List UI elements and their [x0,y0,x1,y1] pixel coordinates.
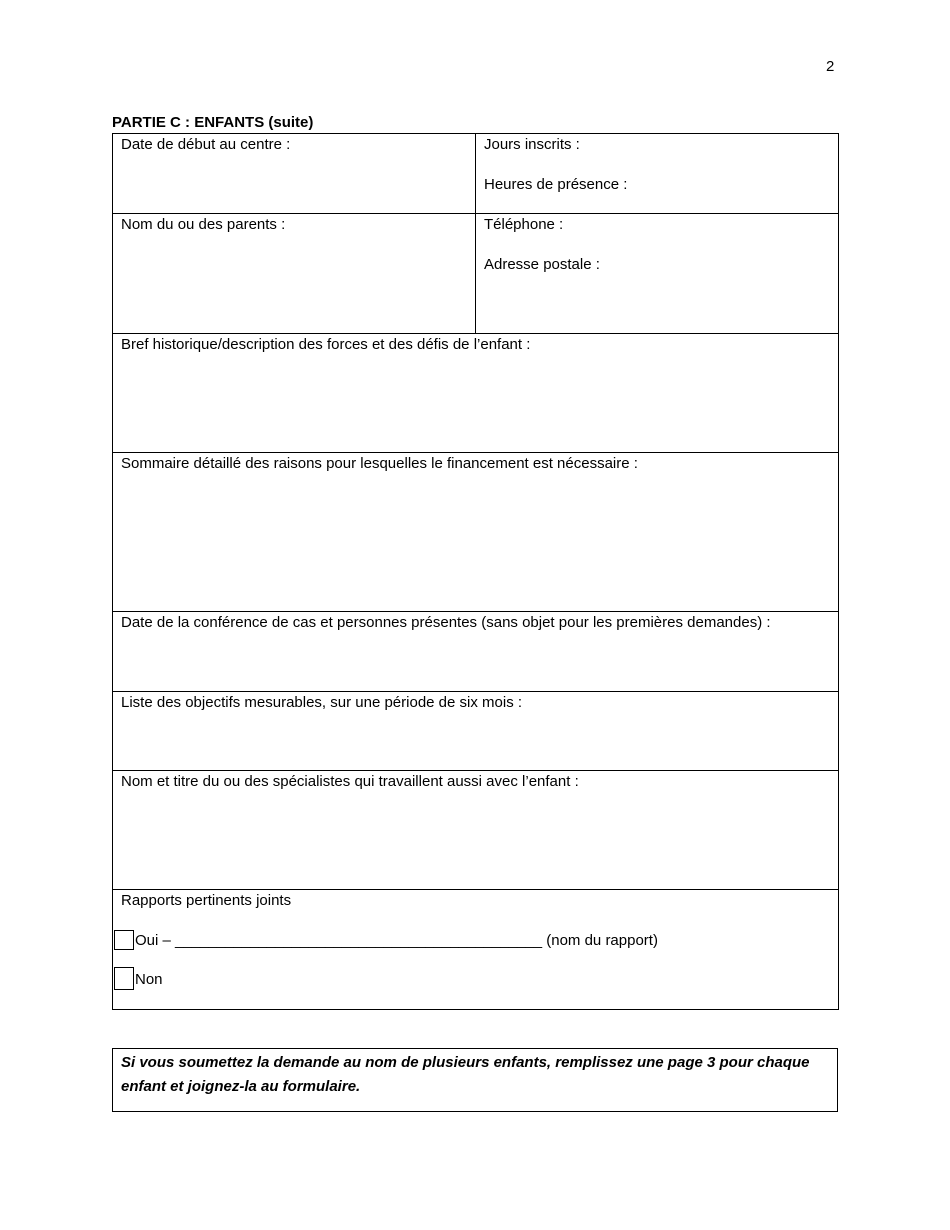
phone-label: Téléphone : [484,216,564,233]
parents-name-field[interactable] [113,214,476,334]
history-label: Bref historique/description des forces et des défis de l’enfant : [121,336,531,353]
objectives-label: Liste des objectifs mesurables, sur une période de six mois : [121,694,523,711]
no-option-row [121,970,830,990]
yes-option-row [121,931,830,951]
funding-summary-label: Sommaire détaillé des raisons pour lesquelles le financement est nécessaire : [121,455,638,472]
case-conference-label: Date de la conférence de cas et personnes présentes (sans objet pour les premières demandes) : [121,614,771,631]
contact-field[interactable] [476,214,839,334]
reports-attached-field [113,890,839,1010]
child-info-form [112,133,839,1010]
days-enrolled-label: Jours inscrits : [484,136,580,153]
yes-checkbox[interactable] [114,930,134,950]
hours-attendance-label: Heures de présence : [484,176,628,193]
mailing-address-label: Adresse postale : [484,256,600,273]
specialists-field[interactable] [113,771,839,890]
start-date-field[interactable] [113,134,476,214]
reports-attached-label: Rapports pertinents joints [121,892,292,909]
no-option-label: Non [135,971,163,988]
yes-option-label: Oui – ____________________________________________ (nom du rapport) [135,932,658,949]
start-date-label: Date de début au centre : [121,136,291,153]
specialists-label: Nom et titre du ou des spécialistes qui travaillent aussi avec l’enfant : [121,773,579,790]
page-number: 2 [826,58,835,75]
no-checkbox[interactable] [114,967,134,990]
note-text: Si vous soumettez la demande au nom de plusieurs enfants, remplissez une page 3 pour chaque enfant et joignez-la au formulaire. [121,1054,810,1095]
history-field[interactable] [113,334,839,453]
parents-name-label: Nom du ou des parents : [121,216,286,233]
multiple-children-note [112,1048,838,1112]
case-conference-field[interactable] [113,612,839,692]
enrollment-field[interactable] [476,134,839,214]
funding-summary-field[interactable] [113,453,839,612]
objectives-field[interactable] [113,692,839,771]
section-title: PARTIE C : ENFANTS (suite) [112,114,314,131]
